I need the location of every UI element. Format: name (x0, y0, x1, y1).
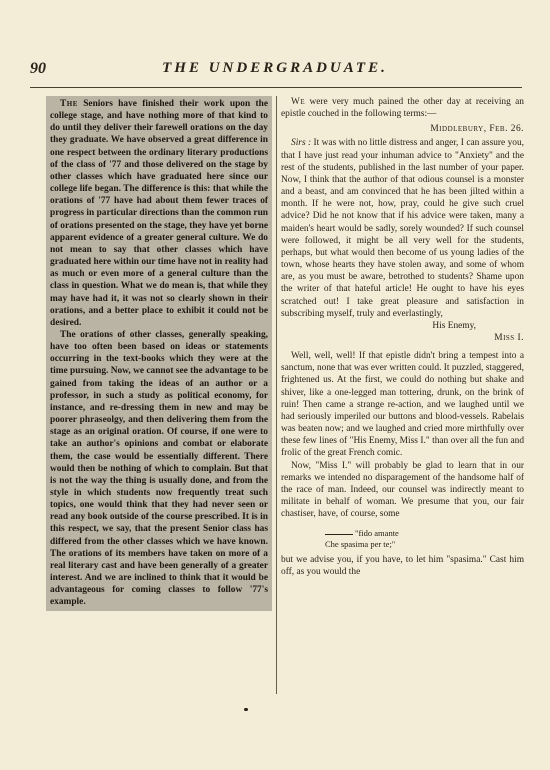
signature-line-2: Miss I. (494, 332, 524, 343)
editorial-paragraph-2: The orations of other classes, generally speaking, have too often been based on ideas or statements occurring in the text-books which they were at the time pursuing. Now, we cannot see the advantage to be gained from taking the ideas of an author or a professor, in such a study as political economy, for instance, and re-dressing them in new and may be poorer phraseolgy, and then delivering them from the stage as an original oration. Of course, if one were to take an author's opinions and combat or elaborate them, the case would be essentially different. There would then be nothing of which to complain. But that is not the way the thing is usually done, and from the style in which students now frequently treat such topics, one would think that they had never seen or read any book outside of the course prescribed. It is in this respect, we say, that the present Senior class has differed from the other classes which we have known. The orations of its members have taken on more of a real literary cast and have been generally of a greater interest. And we are inclined to think that it would be advantageous for coming classes to follow '77's example. (50, 329, 268, 608)
page-header (30, 60, 520, 82)
letter-body-text: It was with no little distress and anger, I can assure you, that I have just read your inhuman advice to "Anxiety" and the rest of the students, published in the last number of your paper. Now, I think that the author of that odious counsel is a monster and a beast, and am convinced that he has been jilted within a month. If he were not, how, pray, could he give such cruel advice? Did he not know that if his advice were taken, many a maiden's heart would be sadly, sorely wounded? If such counsel were followed, it might be all very well for the students, perhaps, but what would then become of us young ladies of the town, whose hearts they have stolen away, and some of whom are, as you must be aware, betrothed to students? Shame upon the writer of that hateful article! He ought to have his eyes scratched out! I take great pleasure and satisfaction in subscribing myself, truly and everlastingly, (281, 138, 525, 319)
letter-intro-text: were very much pained the other day at receiving an epistle couched in the following terms:— (281, 97, 524, 120)
response-paragraph-2: Now, "Miss I." will probably be glad to learn that in our remarks we intended no disparagement of the handsome half of the race of man. Indeed, our counsel was indirectly meant to militate in behalf of woman. We presume that you, our fair chastiser, have, of course, some (281, 460, 524, 520)
page-mark (244, 708, 248, 711)
editorial-paragraph-1 (50, 98, 268, 329)
quote-dash (325, 534, 353, 535)
letter-salutation: Sirs : (291, 138, 312, 149)
running-title: THE UNDERGRADUATE. (162, 60, 388, 76)
letter-dateline: Middlebury, Feb. 26. (430, 124, 524, 135)
header-rule (30, 87, 522, 88)
quote-line-2: Che spasima per te;" (325, 539, 396, 550)
letter-intro (281, 96, 524, 120)
letter-intro-lead-word: We (291, 97, 306, 107)
letter-body (281, 137, 524, 319)
response-paragraph-1: Well, well, well! If that epistle didn't bring a tempest into a sanctum, none that was ever written could. It puzzled, staggered, frightened us. At the first, we could do nothing but shake and shiver, like a one-legged man tottering, drunk, on the brink of ruin! Then came a strange re-action, and we laughed until we had seriously imperiled our buttons and blood-vessels. Rabelais was beaten now; and we laughed and cried more mirthfully over these few lines of "His Enemy, Miss I." than over all the fun and frolic of the great French comic. (281, 351, 524, 459)
italian-quote (281, 528, 524, 550)
column-divider (276, 96, 277, 694)
right-column-letter (281, 96, 524, 579)
response-paragraph-3: but we advise you, if you have, to let him "spasima." Cast him off, as you would the (281, 555, 524, 578)
quote-line-1: "fido amante (355, 528, 399, 539)
left-column-editorial (46, 96, 272, 611)
page-number: 90 (30, 60, 46, 77)
editorial-lead-word: The (60, 99, 78, 109)
signature-line-1: His Enemy, (432, 320, 476, 331)
editorial-paragraph-1-text: Seniors have finished their work upon the college stage, and have nothing more of that kind to do until they deliver their farewell orations on the day they graduate. We have observed a great difference in one respect between the ordinary literary productions of the class of '77 and those delivered on the stage by other classes which have graduated here since our college life began. The difference is this: that while the orations of '77 have had about them fewer traces of progress in particular directions than the common run of orations presented on the stage, they have yet borne apparent evidence of a greater general culture. We do not mean to say that other classes which have graduated here within our time have not in reality had as much or even more of a general culture than the class in question. What we do mean is, that while they may have had it, it was not so clearly shown in their orations, and a better place to exhibit it could not be desired. (50, 99, 268, 328)
